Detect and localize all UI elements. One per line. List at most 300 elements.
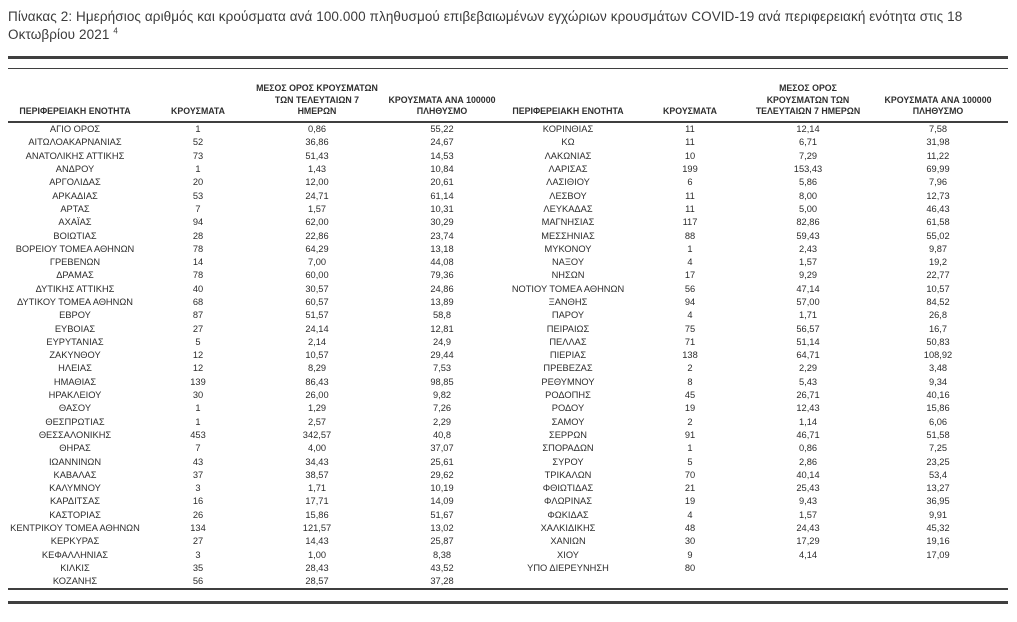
cell-left-per100k: 24,67 bbox=[430, 137, 454, 148]
cell-left-per100k: 20,61 bbox=[430, 177, 454, 188]
cell-right-cases: 5 bbox=[687, 456, 693, 467]
cell-left-cases: 12 bbox=[192, 363, 204, 374]
cell-right-avg7: 82,86 bbox=[796, 217, 820, 228]
cell-right-avg7: 7,29 bbox=[798, 150, 818, 161]
cell-left-per100k: 8,38 bbox=[432, 549, 452, 560]
cell-left-avg7: 1,00 bbox=[307, 549, 327, 560]
cell-left-cases: 16 bbox=[192, 496, 204, 507]
cell-left-cases: 1 bbox=[195, 164, 201, 175]
cell-right-region: ΠΡΕΒΕΖΑΣ bbox=[543, 363, 593, 374]
cell-left-per100k: 55,22 bbox=[430, 124, 454, 135]
cell-left-per100k: 2,29 bbox=[432, 416, 452, 427]
bottom-rule bbox=[8, 601, 1008, 604]
cell-left-per100k: 29,62 bbox=[430, 469, 454, 480]
cell-right-avg7: 56,57 bbox=[796, 323, 820, 334]
cell-right-region: ΝΟΤΙΟΥ ΤΟΜΕΑ ΑΘΗΝΩΝ bbox=[511, 283, 625, 294]
table-row bbox=[8, 282, 1008, 295]
cell-left-region: ΚΕΝΤΡΙΚΟΥ ΤΟΜΕΑ ΑΘΗΝΩΝ bbox=[10, 523, 140, 534]
cell-left-avg7: 22,86 bbox=[305, 230, 329, 241]
cell-left-avg7: 10,57 bbox=[305, 350, 329, 361]
cell-left-region: ΘΗΡΑΣ bbox=[59, 443, 91, 454]
cell-left-region: ΘΕΣΠΡΩΤΙΑΣ bbox=[45, 416, 105, 427]
col-header-per100k-right: ΚΡΟΥΣΜΑΤΑ ΑΝΑ 100000 ΠΛΗΘΥΣΜΟ bbox=[884, 94, 992, 116]
cell-right-avg7: 5,43 bbox=[798, 376, 818, 387]
footnote-marker: 4 bbox=[113, 26, 118, 36]
table-row bbox=[8, 309, 1008, 322]
cell-right-avg7 bbox=[748, 575, 868, 589]
cell-right-per100k: 108,92 bbox=[923, 350, 953, 361]
cell-left-region: ΑΝΔΡΟΥ bbox=[55, 164, 95, 175]
cell-left-region: ΚΑΛΥΜΝΟΥ bbox=[49, 483, 101, 494]
cell-left-avg7: 2,57 bbox=[307, 416, 327, 427]
table-row bbox=[8, 189, 1008, 202]
cell-right-region: ΜΥΚΟΝΟΥ bbox=[544, 243, 592, 254]
cell-right-cases bbox=[632, 575, 748, 589]
cell-right-avg7: 12,43 bbox=[796, 403, 820, 414]
cell-right-avg7: 1,57 bbox=[798, 509, 818, 520]
table-row bbox=[8, 335, 1008, 348]
cell-left-region: ΚΟΖΑΝΗΣ bbox=[52, 576, 98, 587]
table-row bbox=[8, 362, 1008, 375]
cell-left-region: ΗΛΕΙΑΣ bbox=[58, 363, 92, 374]
table-row bbox=[8, 521, 1008, 534]
cell-left-per100k: 37,28 bbox=[430, 576, 454, 587]
cell-right-per100k: 31,98 bbox=[926, 137, 950, 148]
cell-left-avg7: 14,43 bbox=[305, 536, 329, 547]
cell-right-region: ΚΩ bbox=[561, 137, 575, 148]
cell-right-per100k: 7,58 bbox=[928, 124, 948, 135]
cell-left-per100k: 10,84 bbox=[430, 164, 454, 175]
cell-left-cases: 3 bbox=[195, 483, 201, 494]
cell-left-avg7: 1,71 bbox=[307, 483, 327, 494]
cell-right-avg7: 2,29 bbox=[798, 363, 818, 374]
cell-right-region: ΞΑΝΘΗΣ bbox=[548, 297, 588, 307]
cell-right-avg7 bbox=[748, 561, 868, 574]
table-row bbox=[8, 136, 1008, 149]
cell-right-region: ΜΑΓΝΗΣΙΑΣ bbox=[541, 217, 595, 228]
cell-right-region: ΠΑΡΟΥ bbox=[551, 310, 585, 321]
cell-left-avg7: 28,43 bbox=[305, 562, 329, 573]
cell-right-avg7: 2,43 bbox=[798, 243, 818, 254]
table-row bbox=[8, 508, 1008, 521]
cell-left-per100k: 12,81 bbox=[430, 323, 454, 334]
cell-left-avg7: 51,43 bbox=[305, 150, 329, 161]
cell-left-cases: 1 bbox=[195, 403, 201, 414]
cell-left-avg7: 30,57 bbox=[305, 283, 329, 294]
cell-left-per100k: 58,8 bbox=[432, 310, 452, 321]
cell-right-region: ΣΥΡΟΥ bbox=[552, 456, 584, 467]
table-row bbox=[8, 295, 1008, 308]
table-row bbox=[8, 269, 1008, 282]
cell-right-per100k: 10,57 bbox=[926, 283, 950, 294]
cell-right-avg7: 47,14 bbox=[796, 283, 820, 294]
cell-left-region: ΕΥΡΥΤΑΝΙΑΣ bbox=[46, 336, 104, 347]
cell-right-region: ΝΗΣΩΝ bbox=[551, 270, 585, 281]
cell-right-region: ΠΕΙΡΑΙΩΣ bbox=[546, 323, 590, 334]
cell-right-cases: 11 bbox=[685, 190, 695, 201]
cell-left-avg7: 86,43 bbox=[305, 376, 329, 387]
table-row bbox=[8, 176, 1008, 189]
cell-right-cases: 70 bbox=[684, 469, 696, 480]
rule-gap bbox=[8, 59, 1008, 68]
cell-right-per100k: 61,58 bbox=[926, 217, 950, 228]
cell-left-avg7: 2,14 bbox=[307, 336, 327, 347]
cell-right-cases: 9 bbox=[687, 549, 693, 560]
cell-left-per100k: 51,67 bbox=[430, 509, 454, 520]
cell-left-per100k: 79,36 bbox=[430, 270, 454, 281]
cell-right-cases: 75 bbox=[684, 323, 696, 334]
cell-left-avg7: 7,00 bbox=[307, 257, 327, 268]
cell-right-per100k: 53,4 bbox=[928, 469, 948, 480]
cell-left-avg7: 28,57 bbox=[305, 576, 329, 587]
cell-left-per100k: 25,61 bbox=[430, 456, 454, 467]
cell-left-avg7: 121,57 bbox=[302, 523, 332, 534]
cell-right-per100k: 13,27 bbox=[926, 483, 950, 494]
cell-right-region: ΠΙΕΡΙΑΣ bbox=[549, 350, 587, 361]
cell-right-cases: 4 bbox=[687, 257, 693, 268]
cell-right-per100k: 23,25 bbox=[926, 456, 950, 467]
cell-right-avg7: 51,14 bbox=[796, 336, 820, 347]
cell-right-cases: 6 bbox=[687, 177, 693, 188]
table-row bbox=[8, 149, 1008, 162]
cell-left-region: ΓΡΕΒΕΝΩΝ bbox=[49, 257, 101, 268]
cell-left-region: ΒΟΡΕΙΟΥ ΤΟΜΕΑ ΑΘΗΝΩΝ bbox=[15, 243, 135, 254]
cell-left-per100k: 13,89 bbox=[430, 297, 454, 307]
cell-left-per100k: 40,8 bbox=[432, 429, 452, 440]
cell-left-per100k: 23,74 bbox=[430, 230, 454, 241]
cell-right-per100k: 9,34 bbox=[928, 376, 948, 387]
cell-left-cases: 27 bbox=[192, 323, 204, 334]
cell-left-cases: 37 bbox=[192, 469, 204, 480]
table-row bbox=[8, 575, 1008, 589]
table-row bbox=[8, 388, 1008, 401]
cell-left-avg7: 1,43 bbox=[307, 164, 327, 175]
cell-right-cases: 45 bbox=[684, 390, 696, 401]
cell-right-per100k: 26,8 bbox=[928, 310, 948, 321]
cell-left-cases: 30 bbox=[192, 390, 204, 401]
cell-left-avg7: 12,00 bbox=[305, 177, 329, 188]
cell-left-per100k: 43,52 bbox=[430, 562, 454, 573]
cell-left-avg7: 24,14 bbox=[305, 323, 329, 334]
table-row bbox=[8, 255, 1008, 268]
cell-left-avg7: 51,57 bbox=[305, 310, 329, 321]
cell-left-region: ΗΡΑΚΛΕΙΟΥ bbox=[48, 390, 102, 401]
cell-right-per100k: 55,02 bbox=[926, 230, 950, 241]
cell-right-per100k bbox=[868, 561, 1008, 574]
col-header-region-left: ΠΕΡΙΦΕΡΕΙΑΚΗ ΕΝΟΤΗΤΑ bbox=[19, 106, 131, 116]
cell-left-avg7: 34,43 bbox=[305, 456, 329, 467]
cell-right-avg7: 1,71 bbox=[798, 310, 818, 321]
covid-cases-table bbox=[8, 69, 1008, 590]
cell-left-avg7: 17,71 bbox=[305, 496, 329, 507]
cell-left-avg7: 342,57 bbox=[302, 429, 332, 440]
cell-right-region: ΛΑΚΩΝΙΑΣ bbox=[544, 150, 592, 161]
cell-left-cases: 52 bbox=[192, 137, 204, 148]
cell-right-avg7: 26,71 bbox=[796, 390, 820, 401]
cell-right-per100k: 12,73 bbox=[926, 190, 950, 201]
cell-left-per100k: 37,07 bbox=[430, 443, 454, 454]
cell-left-cases: 35 bbox=[192, 562, 204, 573]
cell-left-avg7: 15,86 bbox=[305, 509, 329, 520]
cell-left-avg7: 60,00 bbox=[305, 270, 329, 281]
cell-right-per100k: 3,48 bbox=[928, 363, 948, 374]
cell-right-avg7: 59,43 bbox=[796, 230, 820, 241]
cell-left-region: ΘΕΣΣΑΛΟΝΙΚΗΣ bbox=[38, 429, 112, 440]
cell-left-region: ΑΝΑΤΟΛΙΚΗΣ ΑΤΤΙΚΗΣ bbox=[25, 150, 125, 161]
cell-left-per100k: 24,9 bbox=[432, 336, 452, 347]
cell-left-per100k: 44,08 bbox=[430, 257, 454, 268]
cell-right-region: ΡΟΔΟΠΗΣ bbox=[545, 390, 591, 401]
cell-left-per100k: 61,14 bbox=[430, 190, 454, 201]
table-row bbox=[8, 442, 1008, 455]
cell-left-avg7: 38,57 bbox=[305, 469, 329, 480]
cell-left-region: ΑΡΚΑΔΙΑΣ bbox=[52, 190, 98, 201]
cell-left-cases: 12 bbox=[192, 350, 204, 361]
cell-left-cases: 1 bbox=[195, 124, 201, 135]
table-row bbox=[8, 322, 1008, 335]
cell-right-avg7: 6,71 bbox=[798, 137, 818, 148]
cell-right-per100k: 46,43 bbox=[926, 203, 950, 214]
cell-right-per100k: 11,22 bbox=[926, 150, 950, 161]
table-row bbox=[8, 349, 1008, 362]
cell-left-cases: 20 bbox=[192, 177, 204, 188]
cell-right-cases: 4 bbox=[687, 509, 693, 520]
cell-left-cases: 94 bbox=[192, 217, 204, 228]
cell-left-per100k: 24,86 bbox=[430, 283, 454, 294]
cell-left-region: ΒΟΙΩΤΙΑΣ bbox=[53, 230, 97, 241]
table-row bbox=[8, 242, 1008, 255]
col-header-cases-left: ΚΡΟΥΣΜΑΤΑ bbox=[171, 106, 225, 116]
cell-right-per100k: 17,09 bbox=[926, 549, 950, 560]
cell-left-per100k: 9,82 bbox=[432, 390, 452, 401]
cell-right-per100k: 40,16 bbox=[926, 390, 950, 401]
cell-left-cases: 26 bbox=[192, 509, 204, 520]
cell-right-per100k: 45,32 bbox=[926, 523, 950, 534]
cell-left-region: ΗΜΑΘΙΑΣ bbox=[53, 376, 97, 387]
cell-left-region: ΚΕΦΑΛΛΗΝΙΑΣ bbox=[41, 549, 109, 560]
cell-left-per100k: 98,85 bbox=[430, 376, 454, 387]
cell-left-per100k: 13,18 bbox=[430, 243, 454, 254]
cell-right-region: ΧΑΝΙΩΝ bbox=[550, 536, 586, 547]
cell-right-region: ΝΑΞΟΥ bbox=[551, 257, 585, 268]
cell-left-avg7: 64,29 bbox=[305, 243, 329, 254]
cell-left-cases: 3 bbox=[195, 549, 201, 560]
cell-right-cases: 11 bbox=[685, 203, 695, 214]
table-row bbox=[8, 122, 1008, 136]
cell-left-cases: 53 bbox=[192, 190, 204, 201]
cell-right-avg7: 1,14 bbox=[798, 416, 818, 427]
cell-left-region: ΚΑΒΑΛΑΣ bbox=[53, 469, 97, 480]
cell-left-region: ΙΩΑΝΝΙΝΩΝ bbox=[48, 456, 102, 467]
cell-right-per100k: 50,83 bbox=[926, 336, 950, 347]
cell-right-avg7: 8,00 bbox=[798, 190, 818, 201]
cell-left-per100k: 7,26 bbox=[432, 403, 452, 414]
cell-right-cases: 30 bbox=[684, 536, 696, 547]
cell-left-region: ΚΕΡΚΥΡΑΣ bbox=[50, 536, 100, 547]
col-header-avg7-right: ΜΕΣΟΣ ΟΡΟΣ ΚΡΟΥΣΜΑΤΩΝ ΤΩΝ ΤΕΛΕΥΤΑΙΩΝ 7 ΗΜΕΡΩΝ bbox=[755, 83, 861, 116]
col-header-region-right: ΠΕΡΙΦΕΡΕΙΑΚΗ ΕΝΟΤΗΤΑ bbox=[512, 106, 624, 116]
cell-right-region bbox=[504, 575, 632, 589]
cell-right-cases: 1 bbox=[687, 243, 693, 254]
cell-left-cases: 7 bbox=[195, 203, 201, 214]
cell-left-per100k: 29,44 bbox=[430, 350, 454, 361]
cell-right-per100k: 9,91 bbox=[928, 509, 948, 520]
cell-right-avg7: 4,14 bbox=[798, 549, 818, 560]
cell-left-region: ΑΡΓΟΛΙΔΑΣ bbox=[49, 177, 101, 188]
cell-left-cases: 73 bbox=[192, 150, 204, 161]
cell-right-avg7: 1,57 bbox=[798, 257, 818, 268]
cell-left-cases: 56 bbox=[192, 576, 204, 587]
cell-right-region: ΠΕΛΛΑΣ bbox=[549, 336, 587, 347]
cell-left-cases: 28 bbox=[192, 230, 204, 241]
cell-right-avg7: 5,00 bbox=[798, 203, 818, 214]
cell-left-avg7: 1,57 bbox=[307, 203, 327, 214]
cell-left-cases: 78 bbox=[192, 243, 204, 254]
cell-right-region: ΡΟΔΟΥ bbox=[551, 403, 585, 414]
cell-right-cases: 80 bbox=[684, 562, 696, 573]
cell-right-region: ΧΙΟΥ bbox=[557, 549, 579, 560]
cell-right-cases: 1 bbox=[687, 443, 693, 454]
cell-left-avg7: 26,00 bbox=[305, 390, 329, 401]
cell-right-cases: 56 bbox=[684, 283, 696, 294]
cell-right-region: ΤΡΙΚΑΛΩΝ bbox=[544, 469, 592, 480]
cell-left-region: ΑΓΙΟ ΟΡΟΣ bbox=[49, 124, 101, 135]
cell-left-avg7: 60,57 bbox=[305, 297, 329, 307]
cell-left-cases: 43 bbox=[192, 456, 204, 467]
table-row bbox=[8, 548, 1008, 561]
cell-left-cases: 134 bbox=[190, 523, 206, 534]
cell-right-per100k: 69,99 bbox=[926, 164, 950, 175]
cell-left-avg7: 4,00 bbox=[307, 443, 327, 454]
cell-right-per100k: 36,95 bbox=[926, 496, 950, 507]
cell-left-per100k: 10,19 bbox=[430, 483, 454, 494]
page-title-text: Πίνακας 2: Ημερήσιος αριθμός και κρούσματα ανά 100.000 πληθυσμού επιβεβαιωμένων εγχώριων κρουσμάτων COVID-19 ανά περιφερειακή ενότητα στις 18 Οκτωβρίου 2021 bbox=[8, 9, 963, 42]
cell-right-avg7: 9,29 bbox=[798, 270, 818, 281]
cell-right-avg7: 12,14 bbox=[796, 124, 820, 135]
cell-left-avg7: 36,86 bbox=[305, 137, 329, 148]
cell-left-per100k: 10,31 bbox=[430, 203, 454, 214]
cell-right-avg7: 24,43 bbox=[796, 523, 820, 534]
cell-left-region: ΖΑΚΥΝΘΟΥ bbox=[49, 350, 101, 361]
cell-right-cases: 91 bbox=[684, 429, 696, 440]
cell-right-cases: 94 bbox=[684, 297, 696, 307]
cell-right-region: ΦΘΙΩΤΙΔΑΣ bbox=[542, 483, 594, 494]
cell-right-region: ΣΠΟΡΑΔΩΝ bbox=[542, 443, 594, 454]
cell-right-region: ΜΕΣΣΗΝΙΑΣ bbox=[541, 230, 595, 241]
table-row bbox=[8, 402, 1008, 415]
cell-right-per100k: 7,96 bbox=[928, 177, 948, 188]
table-row bbox=[8, 535, 1008, 548]
table-row bbox=[8, 468, 1008, 481]
cell-left-region: ΚΑΡΔΙΤΣΑΣ bbox=[49, 496, 101, 507]
cell-right-avg7: 46,71 bbox=[796, 429, 820, 440]
cell-left-avg7: 1,29 bbox=[307, 403, 327, 414]
table-row bbox=[8, 375, 1008, 388]
cell-right-region: ΛΑΡΙΣΑΣ bbox=[548, 164, 588, 175]
cell-right-per100k: 19,2 bbox=[928, 257, 948, 268]
cell-right-cases: 88 bbox=[684, 230, 696, 241]
cell-right-region: ΣΕΡΡΩΝ bbox=[548, 429, 587, 440]
cell-left-cases: 87 bbox=[192, 310, 204, 321]
cell-right-region: ΦΩΚΙΔΑΣ bbox=[547, 509, 589, 520]
cell-left-avg7: 8,29 bbox=[307, 363, 327, 374]
cell-right-cases: 11 bbox=[685, 124, 695, 135]
cell-left-avg7: 24,71 bbox=[305, 190, 329, 201]
cell-right-avg7: 2,86 bbox=[798, 456, 818, 467]
cell-right-avg7: 0,86 bbox=[798, 443, 818, 454]
table-row bbox=[8, 428, 1008, 441]
cell-right-per100k: 16,7 bbox=[928, 323, 948, 334]
cell-left-cases: 40 bbox=[192, 283, 204, 294]
cell-left-region: ΔΡΑΜΑΣ bbox=[56, 270, 94, 281]
cell-right-per100k: 51,58 bbox=[926, 429, 950, 440]
cell-right-region: ΧΑΛΚΙΔΙΚΗΣ bbox=[540, 523, 596, 534]
cell-right-avg7: 5,86 bbox=[798, 177, 818, 188]
table-row bbox=[8, 455, 1008, 468]
cell-right-cases: 17 bbox=[684, 270, 696, 281]
cell-left-per100k: 25,87 bbox=[430, 536, 454, 547]
cell-right-cases: 2 bbox=[687, 416, 693, 427]
cell-right-avg7: 153,43 bbox=[793, 164, 823, 175]
cell-right-cases: 138 bbox=[682, 350, 698, 361]
cell-left-region: ΚΙΛΚΙΣ bbox=[60, 562, 90, 573]
cell-right-per100k: 15,86 bbox=[926, 403, 950, 414]
cell-right-region: ΡΕΘΥΜΝΟΥ bbox=[541, 376, 595, 387]
cell-left-cases: 1 bbox=[195, 416, 201, 427]
col-header-per100k-left: ΚΡΟΥΣΜΑΤΑ ΑΝΑ 100000 ΠΛΗΘΥΣΜΟ bbox=[388, 94, 496, 116]
cell-right-region: ΛΕΥΚΑΔΑΣ bbox=[543, 203, 593, 214]
cell-right-per100k: 7,25 bbox=[928, 443, 948, 454]
cell-left-per100k: 14,09 bbox=[430, 496, 454, 507]
cell-left-avg7: 0,86 bbox=[307, 124, 327, 135]
cell-right-cases: 11 bbox=[685, 137, 695, 148]
col-header-cases-right: ΚΡΟΥΣΜΑΤΑ bbox=[663, 106, 717, 116]
cell-right-region: ΛΕΣΒΟΥ bbox=[549, 190, 587, 201]
cell-left-region: ΑΧΑΪΑΣ bbox=[58, 217, 92, 228]
table-row bbox=[8, 202, 1008, 215]
cell-left-cases: 453 bbox=[190, 429, 206, 440]
cell-left-per100k: 13,02 bbox=[430, 523, 454, 534]
table-body bbox=[8, 122, 1008, 589]
cell-right-per100k: 84,52 bbox=[926, 297, 950, 307]
cell-right-cases: 19 bbox=[684, 496, 696, 507]
cell-left-avg7: 62,00 bbox=[305, 217, 329, 228]
cell-left-region: ΑΡΤΑΣ bbox=[60, 203, 90, 214]
cell-right-per100k bbox=[868, 575, 1008, 589]
cell-right-region: ΥΠΟ ΔΙΕΡΕΥΝΗΣΗ bbox=[527, 562, 609, 573]
cell-left-per100k: 14,53 bbox=[430, 150, 454, 161]
cell-left-region: ΑΙΤΩΛΟΑΚΑΡΝΑΝΙΑΣ bbox=[28, 137, 122, 148]
cell-right-avg7: 9,43 bbox=[798, 496, 818, 507]
cell-right-cases: 48 bbox=[684, 523, 696, 534]
cell-right-region: ΚΟΡΙΝΘΙΑΣ bbox=[542, 124, 594, 135]
table-row bbox=[8, 229, 1008, 242]
cell-right-per100k: 6,06 bbox=[928, 416, 948, 427]
cell-left-region: ΔΥΤΙΚΗΣ ΑΤΤΙΚΗΣ bbox=[35, 283, 115, 294]
cell-right-avg7: 57,00 bbox=[796, 297, 820, 307]
cell-left-cases: 5 bbox=[195, 336, 201, 347]
cell-left-region: ΕΒΡΟΥ bbox=[59, 310, 91, 321]
cell-right-cases: 117 bbox=[682, 217, 698, 228]
cell-left-per100k: 7,53 bbox=[432, 363, 452, 374]
cell-left-region: ΔΥΤΙΚΟΥ ΤΟΜΕΑ ΑΘΗΝΩΝ bbox=[16, 297, 134, 307]
col-header-avg7-left: ΜΕΣΟΣ ΟΡΟΣ ΚΡΟΥΣΜΑΤΩΝ ΤΩΝ ΤΕΛΕΥΤΑΙΩΝ 7 ΗΜΕΡΩΝ bbox=[256, 83, 378, 116]
cell-right-cases: 21 bbox=[684, 483, 696, 494]
cell-right-avg7: 25,43 bbox=[796, 483, 820, 494]
cell-left-cases: 14 bbox=[192, 257, 204, 268]
table-row bbox=[8, 561, 1008, 574]
cell-right-cases: 19 bbox=[684, 403, 696, 414]
